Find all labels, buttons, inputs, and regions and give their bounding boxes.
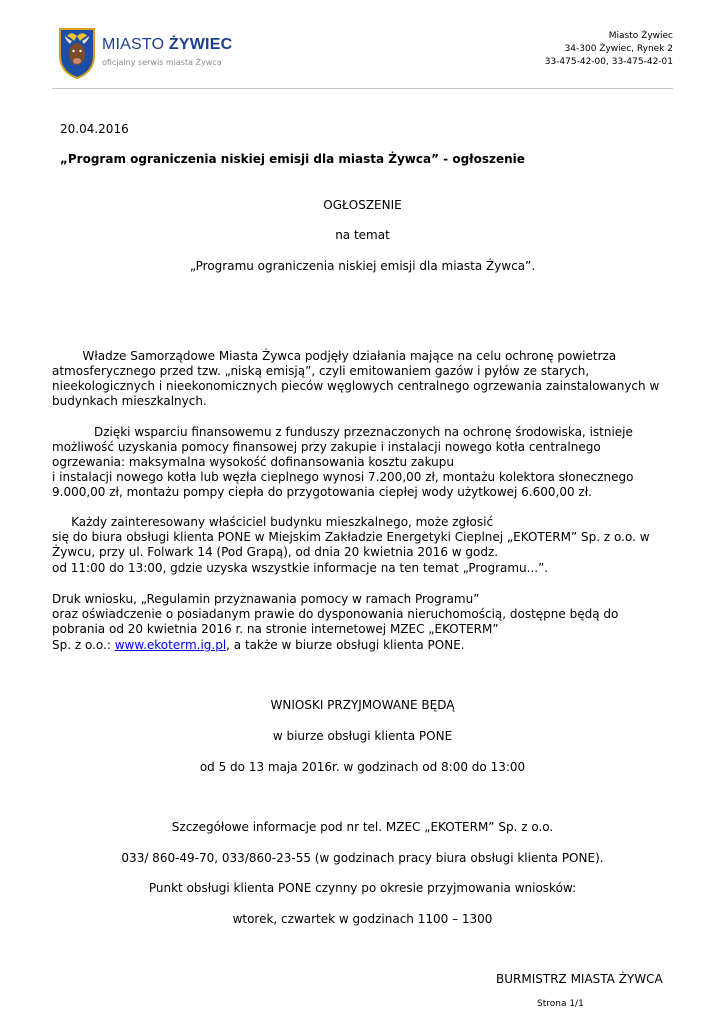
paragraph-line: 9.000,00 zł, montażu pompy ciepła do przygotowania ciepłej wody użytkowej 6.600,00 zł. (52, 485, 592, 499)
paragraph-line: ogrzewania: maksymalna wysokość dofinansowania kosztu zakupu (52, 455, 454, 469)
city-crest-icon (58, 26, 96, 80)
header-divider (52, 88, 673, 89)
paragraph-line: możliwość uzyskania pomocy finansowej przy zakupie i instalacji nowego kotła centralnego (52, 440, 601, 454)
logo-name-light: MIASTO (102, 36, 169, 53)
paragraph-text: , a także w biurze obsługi klienta PONE. (226, 638, 465, 652)
paragraph-line (52, 638, 465, 653)
address-line: 33-475-42-00, 33-475-42-01 (544, 57, 673, 67)
paragraph-line: oraz oświadczenie o posiadanym prawie do dysponowania nieruchomością, dostępne będą do (52, 607, 619, 621)
applications-heading: WNIOSKI PRZYJMOWANE BĘDĄ (270, 698, 455, 712)
logo-name (102, 36, 232, 54)
paragraph-text: Sp. z o.o.: (52, 638, 115, 652)
phone-numbers: 033/ 860-49-70, 033/860-23-55 (w godzinach pracy biura obsługi klienta PONE). (121, 851, 604, 865)
paragraph-line: pobrania od 20 kwietnia 2016 r. na stronie internetowej MZEC „EKOTERM” (52, 622, 499, 636)
applications-dates: od 5 do 13 maja 2016r. w godzinach od 8:00 do 13:00 (199, 760, 526, 774)
document-date: 20.04.2016 (60, 122, 129, 136)
paragraph-line: budynkach mieszkalnych. (52, 394, 207, 408)
signature: BURMISTRZ MIASTA ŻYWCA (496, 972, 663, 986)
paragraph-line: od 11:00 do 13:00, gdzie uzyska wszystkie informacje na ten temat „Programu...”. (52, 561, 549, 575)
paragraph-line: Żywcu, przy ul. Folwark 14 (Pod Grapą), od dnia 20 kwietnia 2016 w godz. (52, 545, 499, 559)
info-line: Szczegółowe informacje pod nr tel. MZEC „EKOTERM” Sp. z o.o. (171, 820, 554, 834)
logo-tagline: oficjalny serwis miasta Żywca (102, 58, 222, 67)
paragraph-line: atmosferycznego przed tzw. „niską emisją”, czyli emitowaniem gazów i pyłów ze starych, (52, 364, 590, 378)
applications-place: w biurze obsługi klienta PONE (272, 729, 453, 743)
ekoterm-website-link[interactable]: www.ekoterm.ig.pl (114, 638, 227, 652)
logo-name-bold: ŻYWIEC (168, 36, 233, 53)
paragraph-line: się do biura obsługi klienta PONE w Miejskim Zakładzie Energetyki Cieplnej „EKOTERM” Sp. z o.o. w (52, 530, 650, 544)
open-hours: wtorek, czwartek w godzinach 1100 – 1300 (232, 912, 493, 926)
paragraph-line: Druk wniosku, „Regulamin przyznawania pomocy w ramach Programu” (52, 592, 480, 606)
paragraph-line: Dzięki wsparciu finansowemu z funduszy przeznaczonych na ochronę środowiska, istnieje (52, 425, 633, 439)
announcement-subject: „Programu ograniczenia niskiej emisji dla miasta Żywca”. (189, 259, 536, 273)
paragraph-line: Władze Samorządowe Miasta Żywca podjęły działania mające na celu ochronę powietrza (52, 349, 617, 363)
document-title: „Program ograniczenia niskiej emisji dla miasta Żywca” - ogłoszenie (60, 152, 525, 166)
city-logo[interactable] (58, 26, 238, 82)
open-hours-intro: Punkt obsługi klienta PONE czynny po okresie przyjmowania wniosków: (148, 881, 577, 895)
page-number: Strona 1/1 (537, 999, 584, 1009)
paragraph-line: nieekologicznych i nieekonomicznych pieców węglowych centralnego ogrzewania zainstalowanych w (52, 379, 660, 393)
address-line: 34-300 Żywiec, Rynek 2 (564, 44, 673, 54)
address-line: Miasto Żywiec (608, 31, 673, 41)
announcement-na-temat: na temat (335, 228, 390, 242)
paragraph-line: i instalacji nowego kotła lub węzła cieplnego wynosi 7.200,00 zł, montażu kolektora słonecznego (52, 470, 634, 484)
city-address (545, 30, 673, 69)
announcement-heading: OGŁOSZENIE (323, 198, 402, 212)
paragraph-line: Każdy zainteresowany właściciel budynku mieszkalnego, może zgłosić (52, 515, 494, 529)
